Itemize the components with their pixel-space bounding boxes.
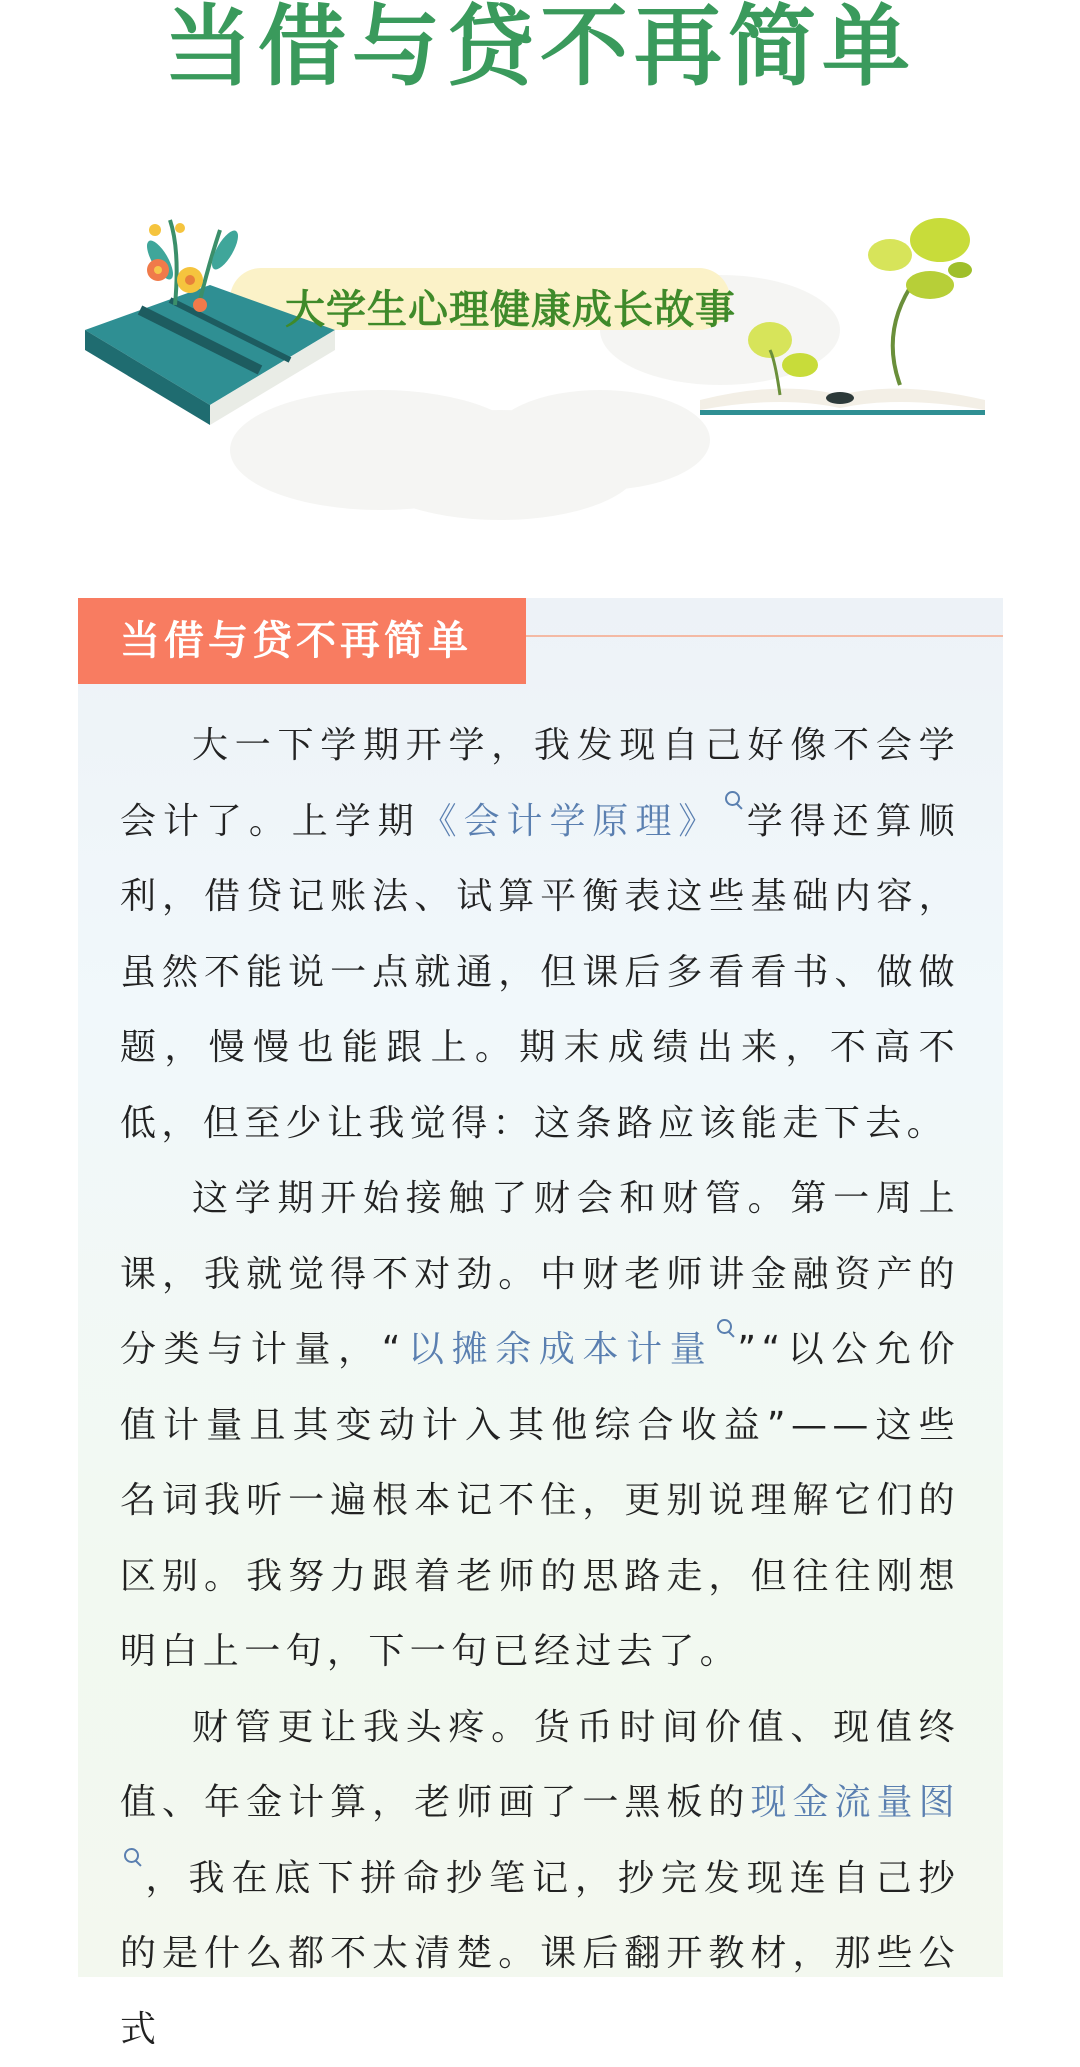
search-icon[interactable] — [715, 1317, 737, 1339]
text: 学得还算顺利，借贷记账法、试算平衡表这些基础内容，虽然不能说一点就通，但课后多看看书、做做题，慢慢也能跟上。期末成绩出来，不高不低，但至少让我觉得：这条路应该能走下去。 — [120, 801, 960, 1144]
keyword-link[interactable]: 《会计学原理》 — [421, 801, 722, 842]
article-body — [120, 708, 960, 2067]
search-icon[interactable] — [122, 1846, 144, 1868]
text: 财管更让我头疼。货币时间价值、现值终值、年金计算，老师画了一黑板的 — [120, 1707, 960, 1824]
paragraph-2 — [120, 1161, 960, 1690]
keyword-link[interactable]: 以摊余成本计量 — [406, 1329, 714, 1370]
paragraph-1 — [120, 708, 960, 1161]
keyword-link[interactable]: 现金流量图 — [750, 1782, 960, 1823]
open-book-icon — [700, 389, 985, 415]
banner — [80, 210, 1000, 560]
search-icon[interactable] — [723, 789, 745, 811]
text: ”“以公允价值计量且其变动计入其他综合收益”——这些名词我听一遍根本记不住，更别说理解它们的区别。我努力跟着老师的思路走，但往往刚想明白上一句，下一句已经过去了。 — [120, 1329, 960, 1672]
text: 大一下学期开学，我发现自己好像不会学会计了。上学期 — [120, 725, 960, 842]
section-header: 当借与贷不再简单 — [78, 598, 526, 684]
banner-title: 大学生心理健康成长故事 — [285, 278, 736, 335]
page-title: 当借与贷不再简单 — [0, 2, 1080, 92]
paragraph-3 — [120, 1690, 960, 2067]
text: ，我在底下拼命抄笔记，抄完发现连自己抄的是什么都不太清楚。课后翻开教材，那些公式 — [120, 1858, 960, 2050]
text: 这学期开始接触了财会和财管。第一周上课，我就觉得不对劲。中财老师讲金融资产的分类与计量，“ — [120, 1178, 960, 1370]
banner-illustration — [80, 210, 1000, 560]
